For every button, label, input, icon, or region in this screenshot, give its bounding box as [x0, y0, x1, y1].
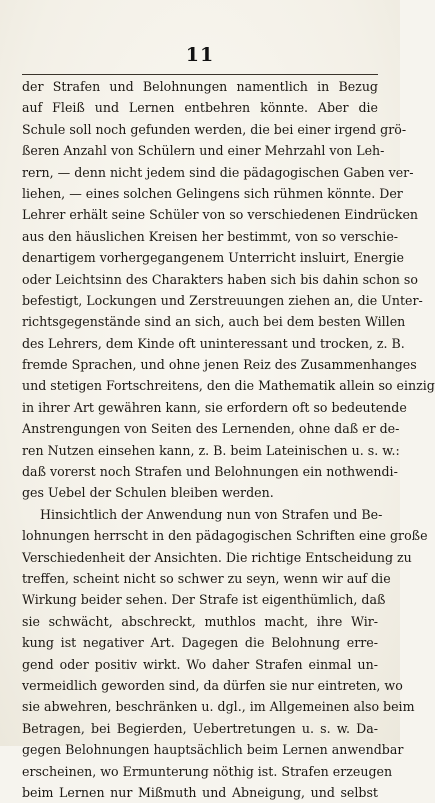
text-line: der Strafen und Belohnungen namentlich in Bezug: [22, 79, 378, 94]
text-line: ßeren Anzahl von Schülern und einer Mehrzahl von Leh-: [22, 143, 385, 159]
text-line: denartigem vorhergegangenem Unterricht insluirt, Energie: [22, 250, 404, 266]
text-line: befestigt, Lockungen und Zerstreuungen ziehen an, die Unter-: [22, 292, 423, 308]
text-line: sie abwehren, beschränken u. dgl., im Allgemeinen also beim: [22, 699, 415, 715]
text-line: Schule soll noch gefunden werden, die bei einer irgend grö-: [22, 121, 407, 137]
text-line: und stetigen Fortschreitens, den die Mathematik allein so einzig: [22, 378, 435, 394]
text-line: Betragen, bei Begierden, Uebertretungen u. s. w. Da-: [22, 720, 378, 736]
text-line: Hinsichtlich der Anwendung nun von Strafen und Be-: [40, 506, 383, 522]
page-number: 11: [185, 44, 215, 66]
text-line: rern, — denn nicht jedem sind die pädagogischen Gaben ver-: [22, 164, 414, 180]
text-line: oder Leichtsinn des Charakters haben sich bis dahin schon so: [22, 271, 418, 287]
text-line: richtsgegenstände sind an sich, auch bei dem besten Willen: [22, 314, 406, 330]
text-line: gegen Belohnungen hauptsächlich beim Lernen anwendbar: [22, 742, 404, 758]
text-line: Wirkung beider sehen. Der Strafe ist eigenthümlich, daß: [22, 592, 386, 608]
text-line: Anstrengungen von Seiten des Lernenden, ohne daß er de-: [22, 421, 400, 437]
text-line: gend oder positiv wirkt. Wo daher Strafen einmal un-: [22, 656, 378, 672]
text-line: lohnungen herrscht in den pädagogischen Schriften eine große: [22, 528, 428, 544]
text-line: in ihrer Art gewähren kann, sie erfordern oft so bedeutende: [22, 399, 407, 415]
text-line: fremde Sprachen, und ohne jenen Reiz des Zusammenhanges: [22, 357, 417, 373]
text-line: aus den häuslichen Kreisen her bestimmt, von so verschie-: [22, 228, 399, 244]
text-line: Lehrer erhält seine Schüler von so verschiedenen Eindrücken: [22, 207, 419, 223]
text-line: erscheinen, wo Ermunterung nöthig ist. Strafen erzeugen: [22, 763, 393, 779]
text-line: vermeidlich geworden sind, da dürfen sie nur eintreten, wo: [22, 677, 403, 693]
text-line: daß vorerst noch Strafen und Belohnungen ein nothwendi-: [22, 464, 398, 480]
text-line: auf Fleiß und Lernen entbehren könnte. Aber die: [22, 100, 378, 116]
text-line: sie schwächt, abschreckt, muthlos macht, ihre Wir-: [22, 613, 378, 629]
text-line: Verschiedenheit der Ansichten. Die richtige Entscheidung zu: [22, 549, 412, 565]
text-line: des Lehrers, dem Kinde oft uninteressant und trocken, z. B.: [22, 335, 405, 351]
text-line: ges Uebel der Schulen bleiben werden.: [22, 485, 274, 501]
text-line: beim Lernen nur Mißmuth und Abneigung, und selbst: [22, 784, 378, 800]
text-line: treffen, scheint nicht so schwer zu seyn, wenn wir auf die: [22, 570, 391, 586]
body-text: [22, 76, 435, 803]
header-rule: [22, 74, 378, 75]
text-line: liehen, — eines solchen Gelingens sich rühmen könnte. Der: [22, 185, 403, 201]
text-line: kung ist negativer Art. Dagegen die Belohnung erre-: [22, 635, 378, 651]
text-line: ren Nutzen einsehen kann, z. B. beim Lateinischen u. s. w.:: [22, 442, 400, 458]
